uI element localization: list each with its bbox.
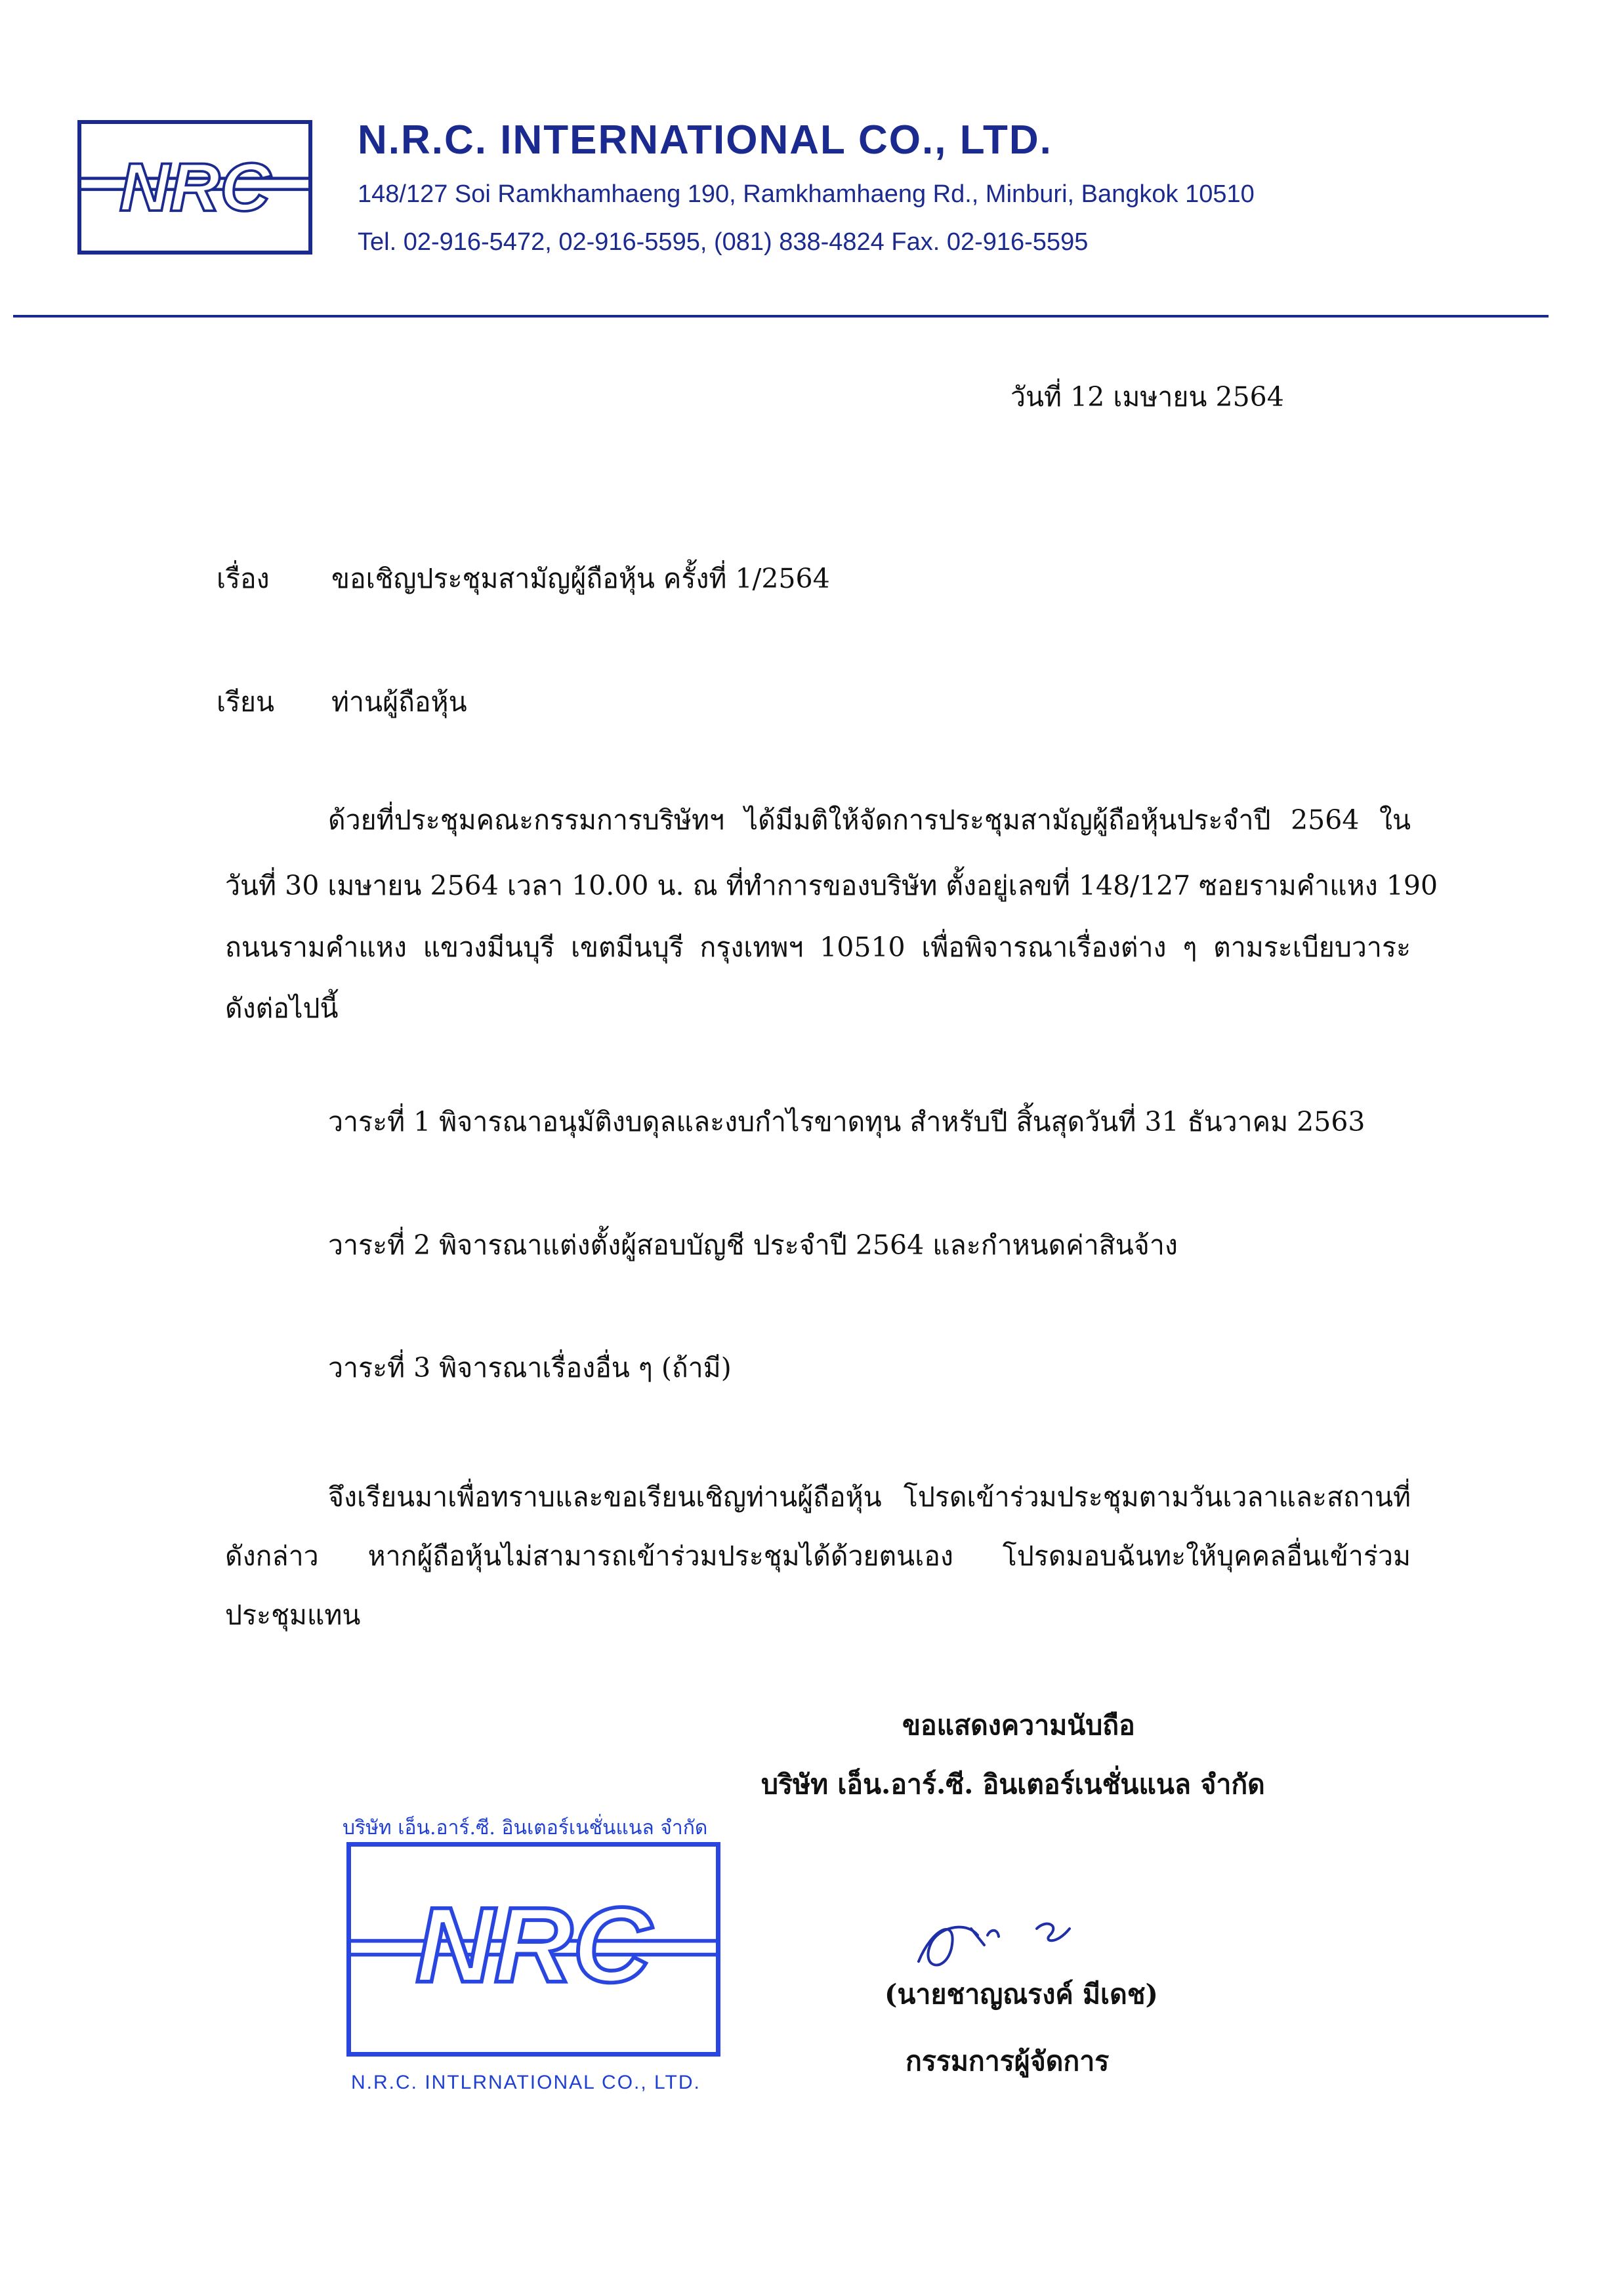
- letter-date: วันที่ 12 เมษายน 2564: [1010, 381, 1284, 413]
- stamp-top-text: บริษัท เอ็น.อาร์.ซี. อินเตอร์เนชั่นแนล จำกัด: [343, 1816, 708, 1839]
- company-address: 148/127 Soi Ramkhamhaeng 190, Ramkhamhaeng Rd., Minburi, Bangkok 10510: [358, 180, 1255, 208]
- signer-name: (นายชาญณรงค์ มีเดช): [885, 1978, 1158, 2010]
- intro-line-3: ถนนรามคำแหง แขวงมีนบุรี เขตมีนบุรี กรุงเทพฯ 10510 เพื่อพิจารณาเรื่องต่าง ๆ ตามระเบียบวาระ: [225, 932, 1411, 963]
- closing-company: บริษัท เอ็น.อาร์.ซี. อินเตอร์เนชั่นแนล จำกัด: [761, 1769, 1265, 1800]
- stamp-bottom-text: N.R.C. INTLRNATIONAL CO., LTD.: [351, 2072, 701, 2093]
- company-contact: Tel. 02-916-5472, 02-916-5595, (081) 838-4824 Fax. 02-916-5595: [358, 228, 1089, 256]
- recipient-text: ท่านผู้ถือหุ้น: [331, 686, 467, 718]
- closing-line-1: จึงเรียนมาเพื่อทราบและขอเรียนเชิญท่านผู้ถือหุ้น โปรดเข้าร่วมประชุมตามวันเวลาและสถานที่: [328, 1481, 1411, 1513]
- subject-label: เรื่อง: [217, 563, 270, 594]
- agenda-item-3: วาระที่ 3 พิจารณาเรื่องอื่น ๆ (ถ้ามี): [328, 1352, 732, 1384]
- company-logo: [77, 120, 312, 255]
- subject-text: ขอเชิญประชุมสามัญผู้ถือหุ้น ครั้งที่ 1/2564: [331, 563, 830, 594]
- handwritten-signature: [906, 1889, 1102, 1981]
- intro-line-4: ดังต่อไปนี้: [225, 993, 339, 1024]
- letterhead-divider: [13, 315, 1549, 318]
- intro-line-2: วันที่ 30 เมษายน 2564 เวลา 10.00 น. ณ ที่ทำการของบริษัท ตั้งอยู่เลขที่ 148/127 ซอยรามคำแหง 190: [225, 870, 1438, 901]
- signer-position: กรรมการผู้จัดการ: [906, 2045, 1110, 2077]
- company-name: N.R.C. INTERNATIONAL CO., LTD.: [358, 117, 1052, 163]
- agenda-item-1: วาระที่ 1 พิจารณาอนุมัติงบดุลและงบกำไรขาดทุน สำหรับปี สิ้นสุดวันที่ 31 ธันวาคม 2563: [328, 1106, 1365, 1138]
- logo-text: NRC: [119, 150, 271, 226]
- closing-line-2: ดังกล่าว หากผู้ถือหุ้นไม่สามารถเข้าร่วมประชุมได้ด้วยตนเอง โปรดมอบฉันทะให้บุคคลอื่นเข้าร่วม: [225, 1540, 1411, 1572]
- company-stamp: [346, 1842, 720, 2057]
- closing-regards: ขอแสดงความนับถือ: [902, 1710, 1135, 1741]
- agenda-item-2: วาระที่ 2 พิจารณาแต่งตั้งผู้สอบบัญชี ประจำปี 2564 และกำหนดค่าสินจ้าง: [328, 1229, 1178, 1261]
- nrc-logo-icon: [81, 124, 308, 251]
- stamp-logo-text: NRC: [415, 1885, 652, 2005]
- closing-line-3: ประชุมแทน: [225, 1599, 361, 1631]
- recipient-label: เรียน: [217, 686, 275, 718]
- stamp-logo-icon: [351, 1847, 716, 2052]
- intro-line-1: ด้วยที่ประชุมคณะกรรมการบริษัทฯ ได้มีมติให้จัดการประชุมสามัญผู้ถือหุ้นประจำปี 2564 ใน: [328, 804, 1411, 836]
